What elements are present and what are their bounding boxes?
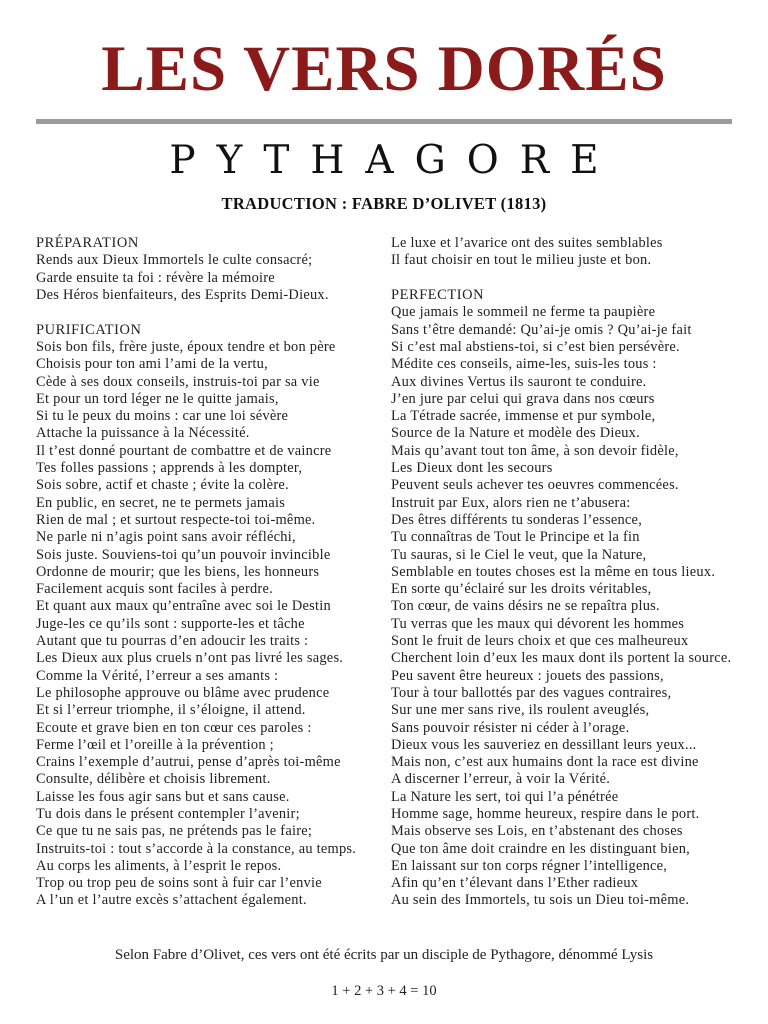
verse-line: Crains l’exemple d’autrui, pense d’après toi-même xyxy=(36,754,341,771)
verse-line: Le philosophe approuve ou blâme avec prudence xyxy=(36,684,330,701)
verse-line: Au sein des Immortels, tu sois un Dieu toi-même. xyxy=(391,892,690,909)
verse-line: Et quant aux maux qu’entraîne avec soi le Destin xyxy=(36,598,331,615)
verse-line: Comme la Vérité, l’erreur a ses amants : xyxy=(36,667,279,684)
verse-line: Afin qu’en t’élevant dans l’Ether radieux xyxy=(391,875,639,892)
verse-line: Tes folles passions ; apprends à les dompter, xyxy=(36,460,303,477)
verse-line: Sont le fruit de leurs choix et que ces malheureux xyxy=(391,633,689,650)
verse-line: Tu dois dans le présent contempler l’avenir; xyxy=(36,805,300,822)
verse-line: Mais qu’avant tout ton âme, à son devoir fidèle, xyxy=(391,442,679,459)
footer-note: Selon Fabre d’Olivet, ces vers ont été écrits par un disciple de Pythagore, dénommé Lysis xyxy=(114,946,654,963)
verse-line: Tu connaîtras de Tout le Principe et la fin xyxy=(391,529,640,546)
verse-line: Rien de mal ; et surtout respecte-toi toi-même. xyxy=(36,511,316,528)
verse-line: Aux divines Vertus ils sauront te conduire. xyxy=(391,373,647,390)
verse-column-left xyxy=(36,235,377,910)
verse-line: Et si l’erreur triomphe, il s’éloigne, il attend. xyxy=(36,702,306,719)
verse-line xyxy=(391,270,732,287)
page-title: LES VERS DORÉS xyxy=(101,33,667,105)
verse-line: Si c’est mal abstiens-toi, si c’est bien persévère. xyxy=(391,338,680,355)
verse-column-right xyxy=(391,235,732,910)
verse-line: Facilement acquis sont faciles à perdre. xyxy=(36,581,273,598)
verse-line: La Tétrade sacrée, immense et pur symbole, xyxy=(391,408,656,425)
verse-line: Le luxe et l’avarice ont des suites semblables xyxy=(391,235,663,252)
verse-line: J’en jure par celui qui grava dans nos cœurs xyxy=(391,390,655,407)
verse-line: En public, en secret, ne te permets jamais xyxy=(36,494,286,511)
verse-line: Ecoute et grave bien en ton cœur ces paroles : xyxy=(36,719,312,736)
verse-line: Des êtres différents tu sonderas l’essence, xyxy=(391,511,643,528)
verse-line: Consulte, délibère et choisis librement. xyxy=(36,771,271,788)
verse-line: Instruit par Eux, alors rien ne t’abusera: xyxy=(391,494,631,511)
verse-line: Mais observe ses Lois, en t’abstenant des choses xyxy=(391,823,683,840)
verse-line: Tu verras que les maux qui dévorent les hommes xyxy=(391,615,685,632)
verse-line: Rends aux Dieux Immortels le culte consacré; xyxy=(36,252,313,269)
verse-columns xyxy=(36,235,732,910)
verse-line: Ne parle ni n’agis point sans avoir réfléchi, xyxy=(36,529,296,546)
verse-line: Dieux vous les sauveriez en dessillant leurs yeux... xyxy=(391,736,697,753)
verse-line: Ce que tu ne sais pas, ne prétends pas le faire; xyxy=(36,823,313,840)
verse-line: Cède à ses doux conseils, instruis-toi par sa vie xyxy=(36,373,320,390)
verse-line: Trop ou trop peu de soins sont à fuir car l’envie xyxy=(36,875,322,892)
verse-line: Les Dieux dont les secours xyxy=(391,460,553,477)
verse-line: Source de la Nature et modèle des Dieux. xyxy=(391,425,640,442)
verse-line: Il t’est donné pourtant de combattre et de vaincre xyxy=(36,442,332,459)
verse-line: Ordonne de mourir; que les biens, les honneurs xyxy=(36,563,320,580)
verse-line: Mais non, c’est aux humains dont la race est divine xyxy=(391,754,699,771)
verse-line: Les Dieux aux plus cruels n’ont pas livré les sages. xyxy=(36,650,344,667)
verse-line: Peuvent seuls achever tes oeuvres commencées. xyxy=(391,477,679,494)
verse-line: A discerner l’erreur, à voir la Vérité. xyxy=(391,771,611,788)
verse-line: Sans t’être demandé: Qu’ai-je omis ? Qu’ai-je fait xyxy=(391,321,692,338)
verse-line: Autant que tu pourras d’en adoucir les traits : xyxy=(36,633,309,650)
verse-line: Semblable en toutes choses est la même en tous lieux. xyxy=(391,563,716,580)
verse-line: Tour à tour ballottés par des vagues contraires, xyxy=(391,684,672,701)
verse-line: Attache la puissance à la Nécessité. xyxy=(36,425,250,442)
verse-line: PRÉPARATION xyxy=(36,235,139,252)
verse-line: Tu sauras, si le Ciel le veut, que la Nature, xyxy=(391,546,647,563)
verse-line: PERFECTION xyxy=(391,287,485,304)
verse-line: Homme sage, homme heureux, respire dans le port. xyxy=(391,805,700,822)
verse-line xyxy=(36,304,377,321)
verse-line: Il faut choisir en tout le milieu juste et bon. xyxy=(391,252,652,269)
verse-line: Que ton âme doit craindre en les distinguant bien, xyxy=(391,840,691,857)
verse-line: Sois juste. Souviens-toi qu’un pouvoir invincible xyxy=(36,546,331,563)
verse-line: Sois bon fils, frère juste, époux tendre et bon père xyxy=(36,338,336,355)
verse-line: En laissant sur ton corps régner l’intelligence, xyxy=(391,857,668,874)
author-name: PYTHAGORE xyxy=(169,138,620,184)
verse-line: Sur une mer sans rive, ils roulent aveuglés, xyxy=(391,702,650,719)
translation-note: TRADUCTION : FABRE D’OLIVET (1813) xyxy=(221,194,547,214)
verse-line: Ton cœur, de vains désirs ne se repaîtra plus. xyxy=(391,598,660,615)
verse-line: Laisse les fous agir sans but et sans cause. xyxy=(36,788,290,805)
verse-line: Instruits-toi : tout s’accorde à la constance, au temps. xyxy=(36,840,357,857)
verse-line: Sans pouvoir résister ni céder à l’orage. xyxy=(391,719,630,736)
verse-line: Des Héros bienfaiteurs, des Esprits Demi-Dieux. xyxy=(36,287,329,304)
verse-line: Si tu le peux du moins : car une loi sévère xyxy=(36,408,289,425)
verse-line: Garde ensuite ta foi : révère la mémoire xyxy=(36,269,275,286)
verse-line: Au corps les aliments, à l’esprit le repos. xyxy=(36,857,282,874)
verse-line: Sois sobre, actif et chaste ; évite la colère. xyxy=(36,477,289,494)
verse-line: En sorte qu’éclairé sur les droits véritables, xyxy=(391,581,652,598)
verse-line: Juge-les ce qu’ils sont : supporte-les et tâche xyxy=(36,615,305,632)
verse-line: Cherchent loin d’eux les maux dont ils portent la source. xyxy=(391,650,732,667)
verse-line: Que jamais le sommeil ne ferme ta paupière xyxy=(391,304,656,321)
verse-line: La Nature les sert, toi qui l’a pénétrée xyxy=(391,788,619,805)
divider-rule xyxy=(36,119,732,124)
verse-line: Choisis pour ton ami l’ami de la vertu, xyxy=(36,356,268,373)
verse-line: Médite ces conseils, aime-les, suis-les tous : xyxy=(391,356,657,373)
verse-line: PURIFICATION xyxy=(36,321,142,338)
verse-line: Peu savent être heureux : jouets des passions, xyxy=(391,667,664,684)
verse-line: Ferme l’œil et l’oreille à la prévention ; xyxy=(36,736,274,753)
verse-line: A l’un et l’autre excès s’attachent également. xyxy=(36,892,307,909)
tetractys-formula: 1 + 2 + 3 + 4 = 10 xyxy=(331,982,437,999)
verse-line: Et pour un tord léger ne le quitte jamais, xyxy=(36,390,279,407)
